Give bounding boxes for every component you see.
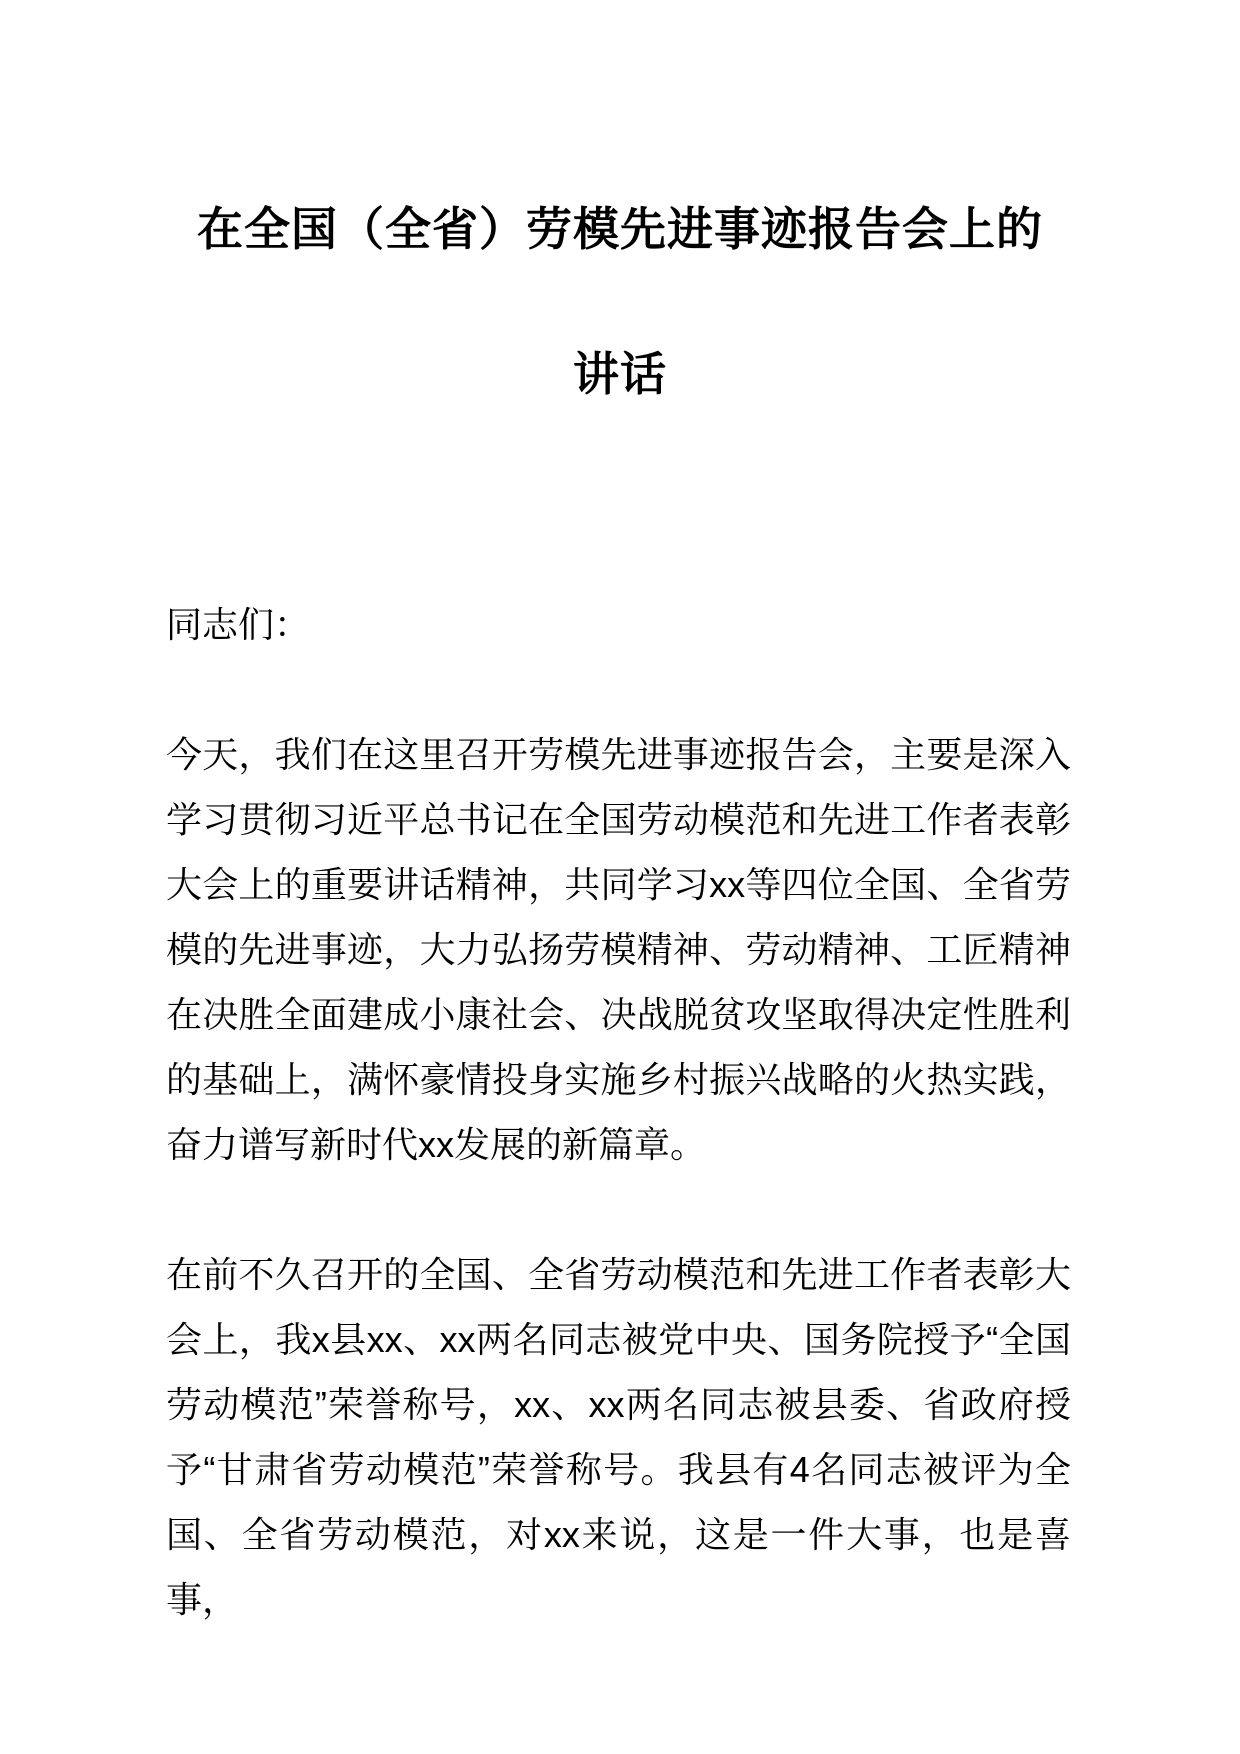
salutation: 同志们：	[166, 604, 311, 645]
document-title-line-2: 讲话	[573, 348, 667, 400]
paragraph-2: 在前不久召开的全国、全省劳动模范和先进工作者表彰大会上，我x县xx、xx两名同志被党中央、国务院授予“全国劳动模范”荣誉称号，xx、xx两名同志被县委、省政府授予“甘肃省劳动模范”荣誉称号。我县有4名同志被评为全国、全省劳动模范，对xx来说，这是一件大事，也是喜事，	[166, 1254, 1071, 1620]
document-title-line-1: 在全国（全省）劳模先进事迹报告会上的	[197, 203, 1043, 255]
document-title	[150, 157, 1090, 447]
document-body	[166, 592, 1071, 1632]
paragraph-1: 今天，我们在这里召开劳模先进事迹报告会，主要是深入学习贯彻习近平总书记在全国劳动模范和先进工作者表彰大会上的重要讲话精神，共同学习xx等四位全国、全省劳模的先进事迹，大力弘扬劳模精神、劳动精神、工匠精神在决胜全面建成小康社会、决战脱贫攻坚取得决定性胜利的基础上，满怀豪情投身实施乡村振兴战略的火热实践，奋力谱写新时代xx发展的新篇章。	[166, 734, 1071, 1165]
